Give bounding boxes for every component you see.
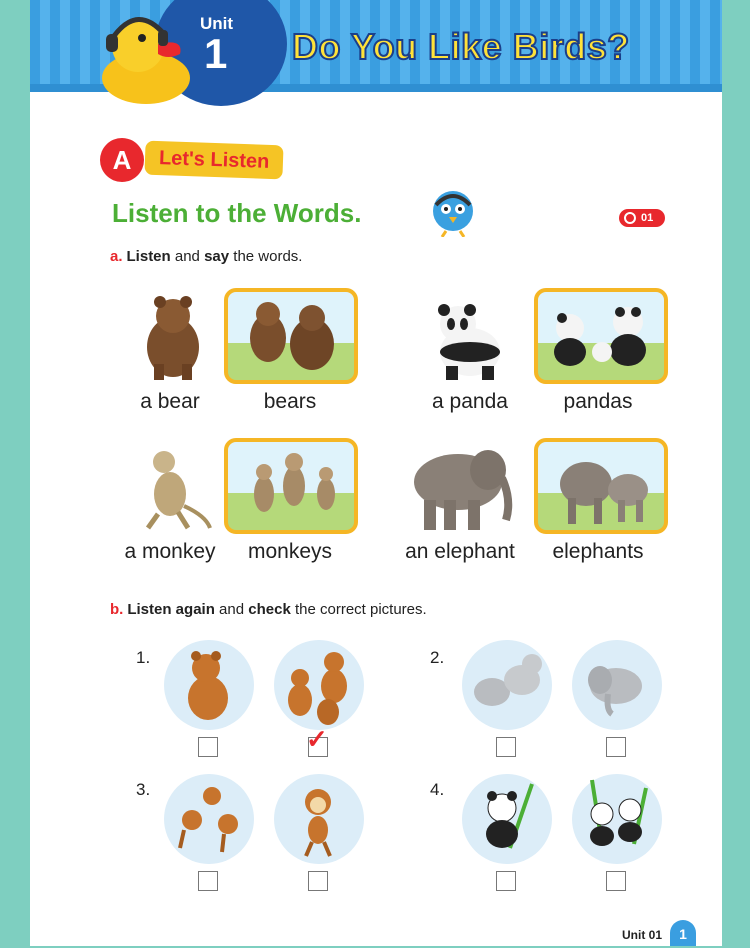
item-2-option-2-disc[interactable]: [572, 640, 662, 730]
instr-b-word-3: check: [248, 601, 291, 618]
word-a-panda: a panda: [432, 390, 508, 413]
item-2-checkbox-2[interactable]: [606, 737, 626, 757]
instruction-b: [110, 601, 427, 618]
monkeys-photo: [228, 442, 354, 530]
instr-a-word-4: the words.: [229, 248, 303, 265]
page-title: Do You Like Birds?: [292, 26, 630, 67]
item-4-number: 4.: [430, 780, 445, 799]
audio-track-button[interactable]: [619, 209, 665, 227]
check-mark: ✓: [306, 724, 328, 754]
word-pandas: pandas: [563, 390, 633, 413]
item-1-checkbox-1[interactable]: [198, 737, 218, 757]
section-letter: A: [100, 138, 144, 182]
cartoon-monkeys-icon: [164, 774, 254, 864]
item-1-option-1-disc[interactable]: [164, 640, 254, 730]
instr-a-word-1: Listen: [126, 248, 171, 265]
item-2-option-1-disc[interactable]: [462, 640, 552, 730]
track-number: 01: [641, 212, 654, 224]
cartoon-elephant-icon: [572, 640, 662, 730]
monkey-photo: [134, 446, 214, 530]
part-a-marker: a.: [110, 248, 123, 265]
instr-b-word-1: Listen again: [127, 601, 215, 618]
instr-a-word-3: say: [204, 248, 230, 265]
cartoon-bears-icon: [274, 640, 364, 730]
section-name: Let's Listen: [144, 141, 283, 180]
item-3-option-1-disc[interactable]: [164, 774, 254, 864]
bears-photo-frame: [224, 288, 358, 384]
item-4-checkbox-1[interactable]: [496, 871, 516, 891]
item-3-option-2-disc[interactable]: [274, 774, 364, 864]
duck-mascot-icon: [88, 8, 198, 108]
item-2-checkbox-1[interactable]: [496, 737, 516, 757]
cartoon-pandas-icon: [572, 774, 662, 864]
word-bears: bears: [263, 390, 317, 413]
item-3-number: 3.: [136, 780, 151, 799]
bears-photo: [228, 292, 354, 380]
cartoon-panda-icon: [462, 774, 552, 864]
instr-b-word-4: the correct pictures.: [290, 601, 427, 618]
bear-photo: [138, 292, 208, 382]
instruction-a: [110, 248, 302, 265]
word-elephants: elephants: [552, 540, 644, 563]
page-number: 1: [670, 920, 696, 946]
cd-icon: [624, 212, 636, 224]
item-3-checkbox-2[interactable]: [308, 871, 328, 891]
word-a-bear: a bear: [140, 390, 200, 413]
panda-photo: [428, 296, 508, 382]
monkeys-photo-frame: [224, 438, 358, 534]
cartoon-elephants-icon: [462, 640, 552, 730]
elephants-photo: [538, 442, 664, 530]
elephant-photo: [402, 440, 520, 532]
footer-unit-label: Unit 01: [622, 928, 663, 942]
instr-a-word-2: and: [170, 248, 205, 265]
item-3-checkbox-1[interactable]: [198, 871, 218, 891]
cartoon-monkey-icon: [274, 774, 364, 864]
unit-number: 1: [204, 30, 228, 77]
subheading: Listen to the Words.: [112, 198, 362, 228]
workbook-page: [30, 0, 722, 946]
item-1-number: 1.: [136, 648, 151, 667]
item-4-option-2-disc[interactable]: [572, 774, 662, 864]
word-an-elephant: an elephant: [405, 540, 515, 563]
cartoon-bear-icon: [164, 640, 254, 730]
unit-label: Unit: [200, 14, 234, 33]
item-1-option-2-disc[interactable]: [274, 640, 364, 730]
pandas-photo-frame: [534, 288, 668, 384]
item-4-checkbox-2[interactable]: [606, 871, 626, 891]
word-a-monkey: a monkey: [124, 540, 216, 563]
item-2-number: 2.: [430, 648, 445, 667]
word-monkeys: monkeys: [247, 540, 333, 563]
item-4-option-1-disc[interactable]: [462, 774, 552, 864]
pandas-photo: [538, 292, 664, 380]
bird-icon: [428, 185, 478, 237]
elephants-photo-frame: [534, 438, 668, 534]
instr-b-word-2: and: [214, 601, 249, 618]
part-b-marker: b.: [110, 601, 124, 618]
